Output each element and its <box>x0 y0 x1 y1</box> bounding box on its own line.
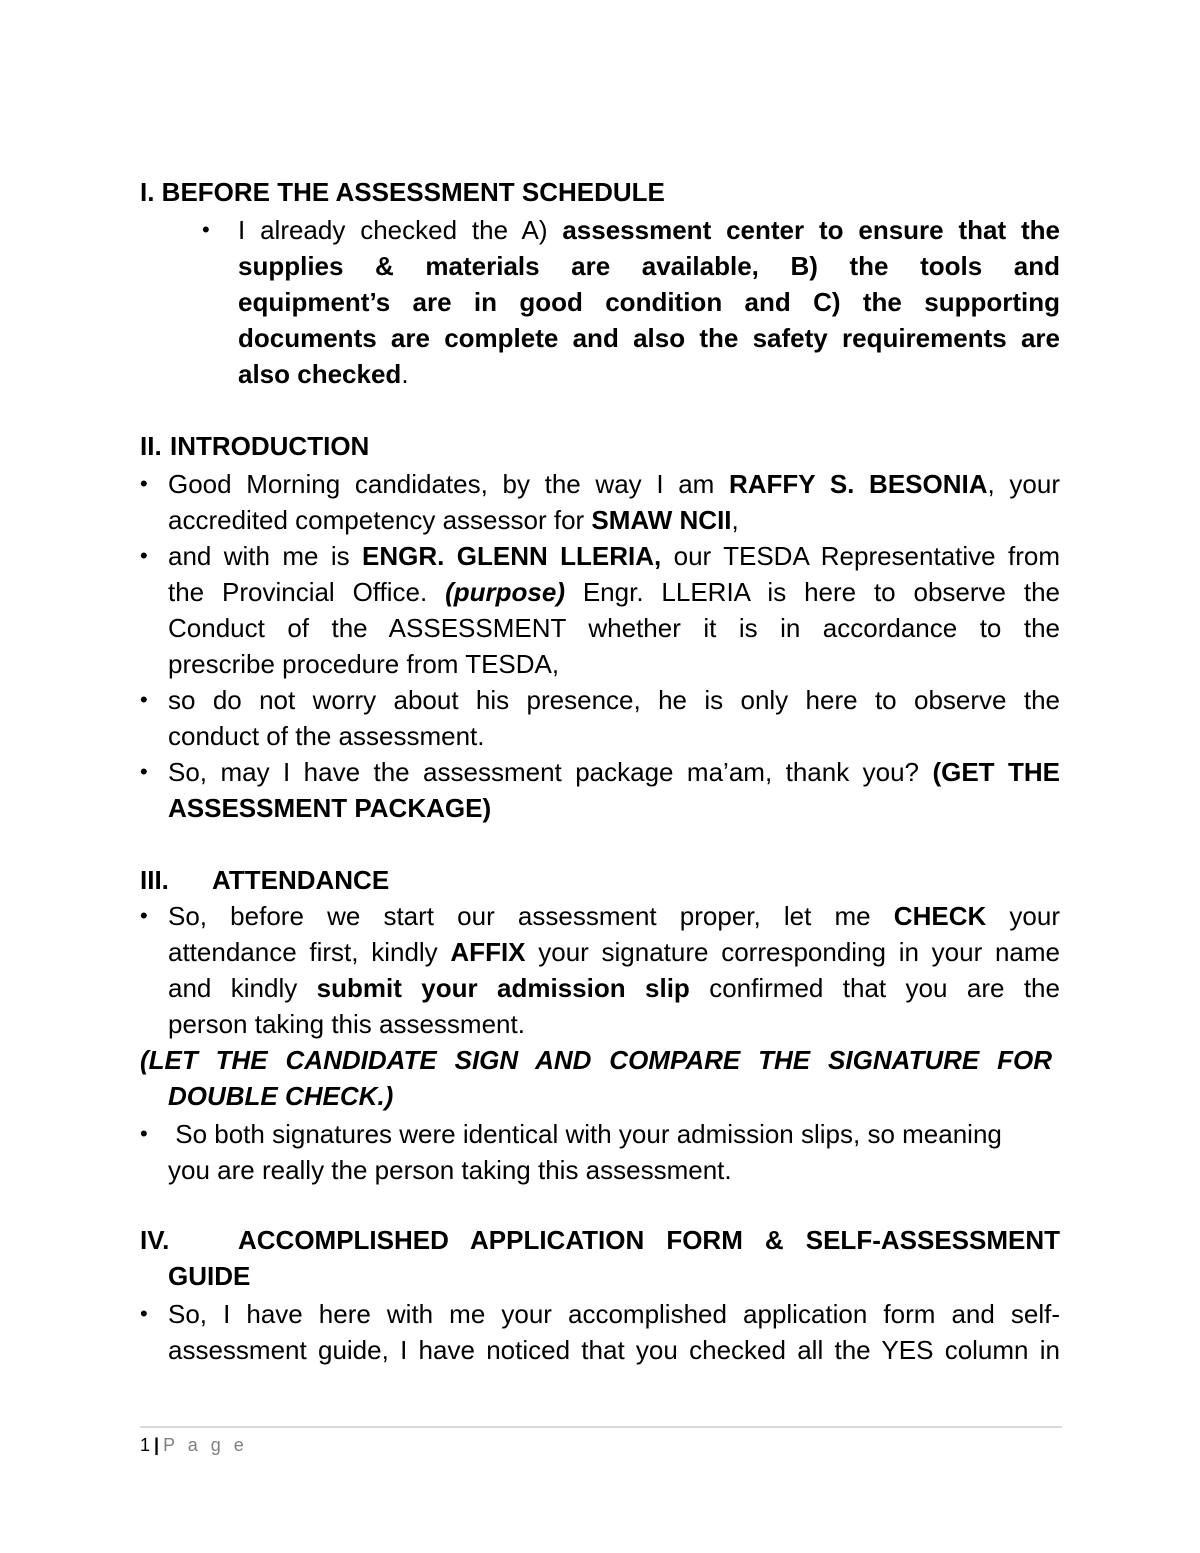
footer-separator: | <box>154 1435 160 1455</box>
section-2-bullet-3-line-1: so do not worry about his presence, he is only here to observe the <box>168 685 1060 715</box>
section-3-bullet-1-line-4: person taking this assessment. <box>168 1009 525 1039</box>
section-4-heading-line-1: ACCOMPLISHED APPLICATION FORM & SELF-ASSESSMENT <box>238 1225 1060 1255</box>
footer-divider <box>140 1426 1062 1428</box>
section-3-bullet-1-line-2: attendance first, kindly AFFIX your signature corresponding in your name <box>168 937 1060 967</box>
section-2-number: II. <box>140 431 162 461</box>
bullet-icon: • <box>140 543 148 568</box>
page-number: 1 <box>140 1435 151 1455</box>
section-3-number: III. <box>140 865 169 895</box>
section-2-bullet-2-line-3: Conduct of the ASSESSMENT whether it is in accordance to the <box>168 613 1060 643</box>
section-3-bullet-1-line-1: So, before we start our assessment proper, let me CHECK your <box>168 901 1060 931</box>
document-page <box>140 0 1060 1553</box>
section-2-bullet-2-line-1: and with me is ENGR. GLENN LLERIA, our TESDA Representative from <box>168 541 1060 571</box>
section-2-bullet-1-line-1: Good Morning candidates, by the way I am RAFFY S. BESONIA, your <box>168 469 1060 499</box>
section-2-bullet-3-line-2: conduct of the assessment. <box>168 721 485 751</box>
bullet-icon: • <box>140 903 148 928</box>
section-1-bullet-1-line-4: documents are complete and also the safety requirements are <box>238 323 1060 353</box>
section-1-heading: I. BEFORE THE ASSESSMENT SCHEDULE <box>140 177 665 207</box>
section-4-number: IV. <box>140 1225 170 1255</box>
section-3-heading: ATTENDANCE <box>212 865 390 895</box>
section-3-instruction-line-1: (LET THE CANDIDATE SIGN AND COMPARE THE SIGNATURE FOR <box>140 1045 1052 1075</box>
section-2-bullet-4-line-2: ASSESSMENT PACKAGE) <box>168 793 492 823</box>
section-2-bullet-2-line-4: prescribe procedure from TESDA, <box>168 649 560 679</box>
section-1-bullet-1-line-2: supplies & materials are available, B) the tools and <box>238 251 1060 281</box>
bullet-icon: • <box>140 471 148 496</box>
section-1-bullet-1-line-5: also checked. <box>238 359 409 389</box>
bullet-icon: • <box>202 217 210 242</box>
section-2-heading: INTRODUCTION <box>170 431 370 461</box>
page-footer <box>140 1432 248 1458</box>
section-3-instruction-line-2: DOUBLE CHECK.) <box>168 1081 394 1111</box>
page-label: P a g e <box>163 1435 248 1455</box>
section-1-bullet-1-line-3: equipment’s are in good condition and C) the supporting <box>238 287 1060 317</box>
bullet-icon: • <box>140 687 148 712</box>
section-3-bullet-2-line-2: you are really the person taking this assessment. <box>168 1155 732 1185</box>
section-2-bullet-2-line-2: the Provincial Office. (purpose) Engr. LLERIA is here to observe the <box>168 577 1060 607</box>
section-4-heading-line-2: GUIDE <box>168 1261 251 1291</box>
section-4-bullet-1-line-1: So, I have here with me your accomplished application form and self- <box>168 1299 1060 1329</box>
section-3-bullet-1-line-3: and kindly submit your admission slip confirmed that you are the <box>168 973 1060 1003</box>
bullet-icon: • <box>140 759 148 784</box>
bullet-icon: • <box>140 1121 148 1146</box>
section-4-bullet-1-line-2: assessment guide, I have noticed that you checked all the YES column in <box>168 1335 1060 1365</box>
section-2-bullet-4-line-1: So, may I have the assessment package ma’am, thank you? (GET THE <box>168 757 1060 787</box>
section-1-bullet-1-line-1: I already checked the A) assessment center to ensure that the <box>238 215 1061 245</box>
bullet-icon: • <box>140 1301 148 1326</box>
section-3-bullet-2-line-1: So both signatures were identical with your admission slips, so meaning <box>168 1119 1002 1149</box>
section-2-bullet-1-line-2: accredited competency assessor for SMAW NCII, <box>168 505 739 535</box>
